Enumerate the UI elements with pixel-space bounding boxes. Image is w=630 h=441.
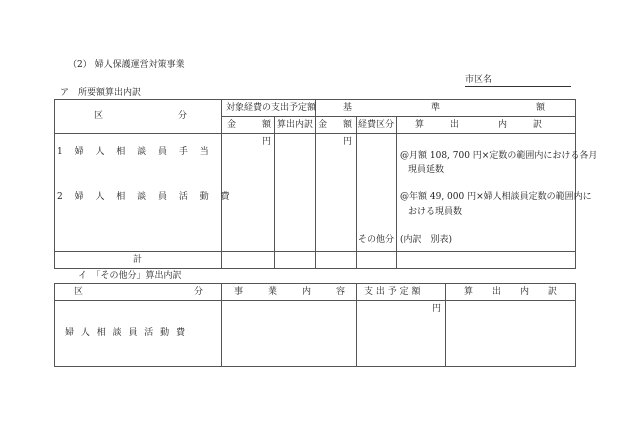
header-content-4: 容	[336, 287, 346, 297]
header-breakdown-3: 内	[520, 287, 530, 297]
sub-breakdown-4: 訳	[533, 120, 543, 130]
row-label: 婦 人 相 談 員 活 動 費	[65, 328, 186, 338]
sub-amount-2: 額	[262, 120, 272, 130]
sub-amount2-2: 額	[343, 120, 353, 130]
header-kubun-right: 分	[194, 287, 204, 297]
sub-amount2-1: 金	[318, 120, 328, 130]
total-label: 計	[133, 255, 143, 265]
header-content-2: 業	[268, 287, 278, 297]
row-formula-line1: @月額 108, 700 円×定数の範囲内における各月	[400, 151, 598, 161]
header-planned: 支 出 予 定 額	[364, 287, 421, 297]
section-title: （2） 婦人保護運営対策事業	[68, 60, 185, 70]
header-planned-amount: 対象経費の支出予定額	[226, 103, 317, 113]
header-breakdown-4: 訳	[548, 287, 558, 297]
sub-calc: 算出内訳	[277, 120, 314, 130]
city-name-field[interactable]	[465, 75, 571, 87]
header-kubun-left: 区	[94, 111, 104, 121]
city-label: 市区名	[465, 75, 493, 85]
header-breakdown-2: 出	[492, 287, 502, 297]
header-kubun-right: 分	[178, 111, 188, 121]
table2-caption: イ 「その他分」算出内訳	[78, 271, 182, 281]
yen-unit: 円	[432, 304, 442, 314]
row-label: 2 婦 人 相 談 員 活 動 費	[57, 192, 230, 202]
other-category: その他分	[358, 235, 395, 245]
row-label: 1 婦 人 相 談 員 手 当	[57, 147, 209, 157]
header-kijun-3: 額	[536, 103, 546, 113]
sub-breakdown-2: 出	[450, 120, 460, 130]
sub-amount-1: 金	[227, 120, 237, 130]
header-kubun-left: 区	[74, 287, 84, 297]
header-content-1: 事	[234, 287, 244, 297]
yen-unit: 円	[262, 137, 272, 147]
sub-breakdown-1: 算	[415, 120, 425, 130]
header-breakdown-1: 算	[464, 287, 474, 297]
sub-breakdown-3: 内	[498, 120, 508, 130]
header-kijun-2: 準	[431, 103, 441, 113]
other-breakdown: (内訳 別表)	[400, 235, 453, 245]
yen-unit: 円	[343, 137, 353, 147]
row-formula-line2: おける現員数	[408, 207, 463, 217]
row-formula-line1: @年額 49, 000 円×婦人相談員定数の範囲内に	[400, 192, 592, 202]
header-kijun-1: 基	[343, 103, 353, 113]
row-formula-line2: 現員延数	[408, 165, 445, 175]
sub-category: 経費区分	[358, 120, 395, 130]
header-content-3: 内	[302, 287, 312, 297]
table1-caption: ア 所要額算出内訳	[60, 88, 142, 98]
